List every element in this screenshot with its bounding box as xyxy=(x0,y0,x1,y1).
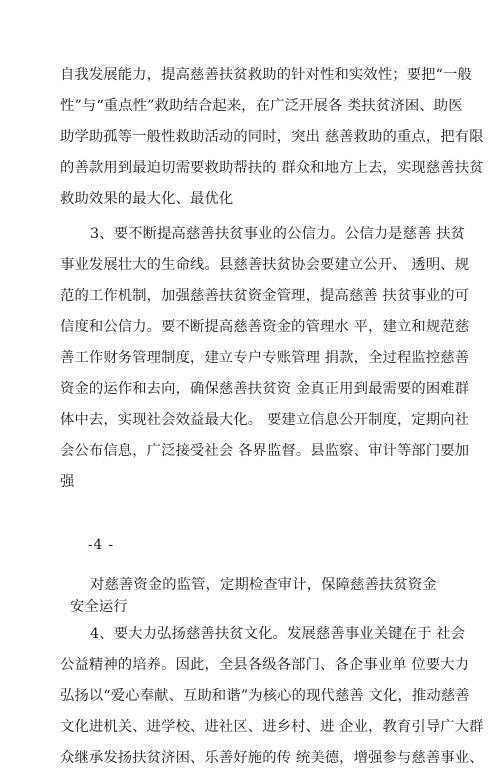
paragraph-line: 弘扬以“爱心奉献、互助和谐”为核心的现代慈善 文化，推动慈善 xyxy=(60,688,470,704)
section-heading-line: 4、要大力弘扬慈善扶贫文化。发展慈善事业关键在于 社会 xyxy=(90,626,466,642)
paragraph-line: 信度和公信力。要不断提高慈善资金的管理水 平，建立和规范慈 xyxy=(60,319,470,335)
paragraph-line: 体中去，实现社会效益最大化。 要建立信息公开制度，定期向社 xyxy=(60,412,470,428)
paragraph-line: 善工作财务管理制度，建立专户专账管理 捐款，全过程监控慈善 xyxy=(60,350,470,366)
paragraph-line: 会公布信息，广泛接受社会 各界监督。县监察、审计等部门要加 xyxy=(60,443,470,459)
paragraph-line: 性”与“重点性”救助结合起来，在广泛开展各 类扶贫济困、助医 xyxy=(60,98,463,114)
section-heading-line: 3、要不断提高慈善扶贫事业的公信力。公信力是慈善 扶贫 xyxy=(90,226,466,242)
paragraph-line: 资金的运作和去向，确保慈善扶贫资 金真正用到最需要的困难群 xyxy=(60,381,470,397)
paragraph-line: 事业发展壮大的生命线。县慈善扶贫协会要建立公开、 透明、规 xyxy=(60,257,470,273)
paragraph-line: 文化进机关、进学校、进社区、进乡村、进 企业，教育引导广大群 xyxy=(60,719,484,735)
paragraph-line: 自我发展能力，提高慈善扶贫救助的针对性和实效性；要把“一般 xyxy=(60,67,472,83)
paragraph-line: 对慈善资金的监管，定期检查审计，保障慈善扶贫资金 xyxy=(90,577,437,593)
paragraph-line: 安全运行 xyxy=(70,599,128,615)
paragraph-line: 的善款用到最迫切需要救助帮扶的 群众和地方上去，实现慈善扶贫 xyxy=(60,160,484,176)
paragraph-line: 助学助孤等一般性救助活动的同时，突出 慈善救助的重点，把有限 xyxy=(60,129,484,145)
paragraph-line: 范的工作机制，加强慈善扶贫资金管理，提高慈善 扶贫事业的可 xyxy=(60,288,470,304)
paragraph-line: 公益精神的培养。因此，全县各级各部门、各企事业单 位要大力 xyxy=(60,657,470,673)
paragraph-line: 众继承发扬扶贫济困、乐善好施的传 统美德，增强参与慈善事业、 xyxy=(60,750,484,766)
page-number: -4 - xyxy=(88,537,115,553)
paragraph-line: 救助效果的最大化、最优化 xyxy=(60,191,234,207)
paragraph-line: 强 xyxy=(60,474,75,490)
